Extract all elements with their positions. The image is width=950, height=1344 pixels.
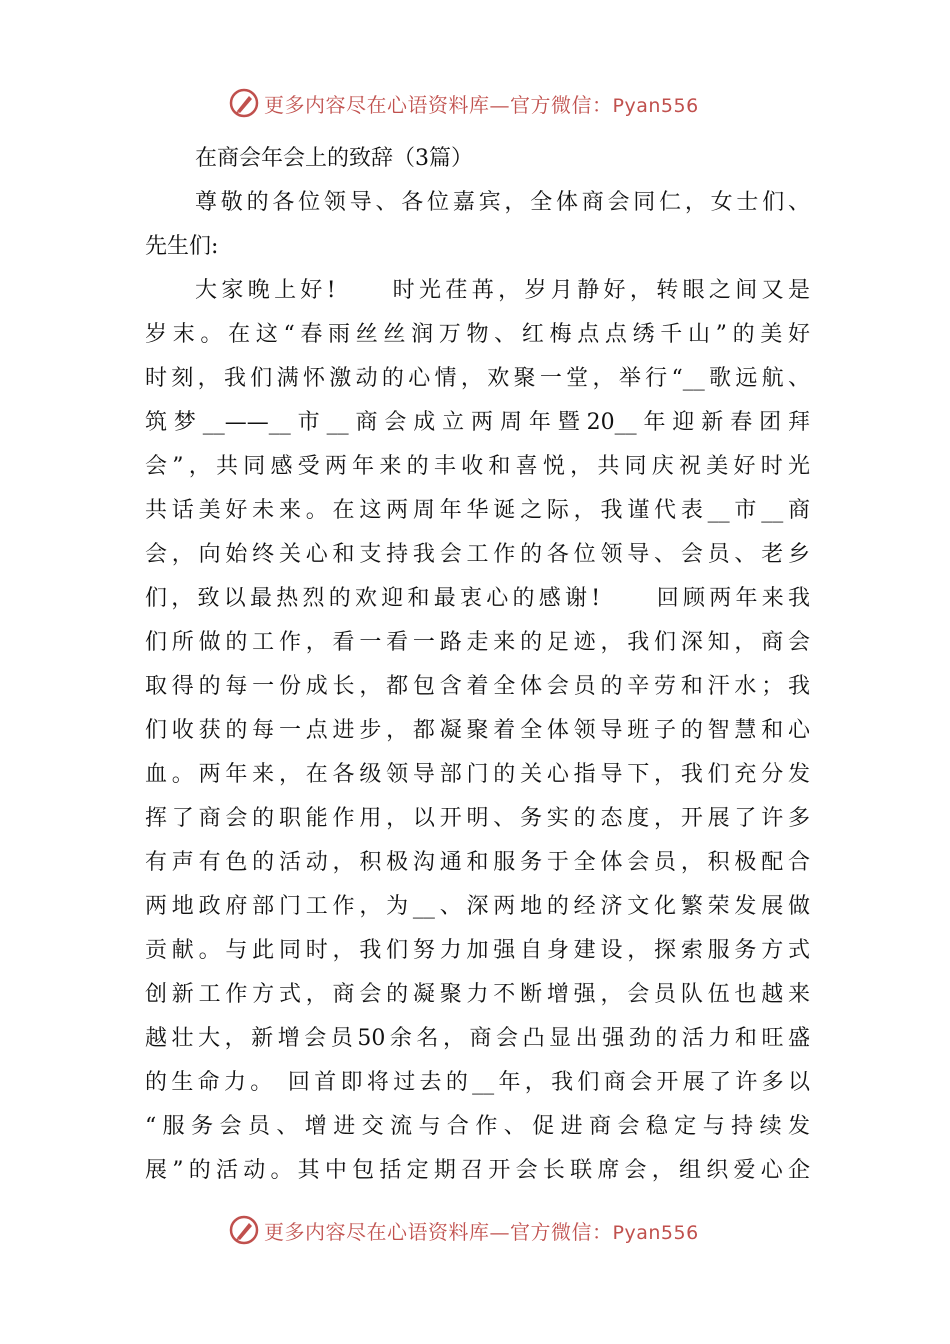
paragraph-line: 们所做的工作，看一看一路走来的足迹，我们深知，商会 (145, 630, 810, 655)
paragraph-line: 们，致以最热烈的欢迎和最衷心的感谢! 回顾两年来我 (145, 586, 810, 611)
pen-logo-icon (228, 87, 260, 119)
watermark-text: 更多内容尽在心语资料库—官方微信：Pyan556 (264, 1219, 699, 1244)
paragraph-line: 共话美好未来。在这两周年华诞之际，我谨代表__市__商 (145, 498, 810, 523)
paragraph-line: 越壮大，新增会员50余名，商会凸显出强劲的活力和旺盛 (145, 1026, 810, 1051)
paragraph-line: 贡献。与此同时，我们努力加强自身建设，探索服务方式 (145, 938, 810, 963)
paragraph-line: 们收获的每一点进步，都凝聚着全体领导班子的智慧和心 (145, 718, 810, 743)
paragraph-line: 时刻，我们满怀激动的心情，欢聚一堂，举行“__歌远航、 (145, 366, 810, 391)
watermark-account: Pyan556 (612, 1221, 699, 1244)
paragraph-line: “服务会员、增进交流与合作、促进商会稳定与持续发 (145, 1114, 810, 1139)
paragraph-lines (145, 181, 810, 1193)
paragraph-line: 筑梦__——__市__商会成立两周年暨20__年迎新春团拜 (145, 410, 810, 435)
paragraph-line: 尊敬的各位领导、各位嘉宾，全体商会同仁，女士们、 (195, 190, 810, 215)
paragraph-line: 创新工作方式，商会的凝聚力不断增强，会员队伍也越来 (145, 982, 810, 1007)
paragraph-line: 展”的活动。其中包括定期召开会长联席会，组织爱心企 (145, 1158, 810, 1183)
pen-logo-icon (228, 1214, 260, 1246)
watermark-banner-top (228, 86, 699, 120)
watermark-banner-bottom (228, 1213, 699, 1247)
paragraph-line: 两地政府部门工作，为__、深两地的经济文化繁荣发展做 (145, 894, 810, 919)
paragraph-line: 有声有色的活动，积极沟通和服务于全体会员，积极配合 (145, 850, 810, 875)
paragraph-line: 岁末。在这“春雨丝丝润万物、红梅点点绣千山”的美好 (145, 322, 810, 347)
paragraph-line: 先生们: (145, 234, 219, 259)
document-title: 在商会年会上的致辞（3篇） (195, 146, 473, 171)
document-body (145, 137, 810, 1193)
paragraph-line: 大家晚上好! 时光荏苒，岁月静好，转眼之间又是 (195, 278, 810, 303)
paragraph-line: 的生命力。 回首即将过去的__年，我们商会开展了许多以 (145, 1070, 810, 1095)
watermark-text: 更多内容尽在心语资料库—官方微信：Pyan556 (264, 92, 699, 117)
watermark-account: Pyan556 (612, 94, 699, 117)
paragraph-line: 挥了商会的职能作用，以开明、务实的态度，开展了许多 (145, 806, 810, 831)
paragraph-line: 会”，共同感受两年来的丰收和喜悦，共同庆祝美好时光 (145, 454, 810, 479)
paragraph-line: 血。两年来，在各级领导部门的关心指导下，我们充分发 (145, 762, 810, 787)
paragraph-line: 取得的每一份成长，都包含着全体会员的辛劳和汗水；我 (145, 674, 810, 699)
paragraph-line: 会，向始终关心和支持我会工作的各位领导、会员、老乡 (145, 542, 810, 567)
